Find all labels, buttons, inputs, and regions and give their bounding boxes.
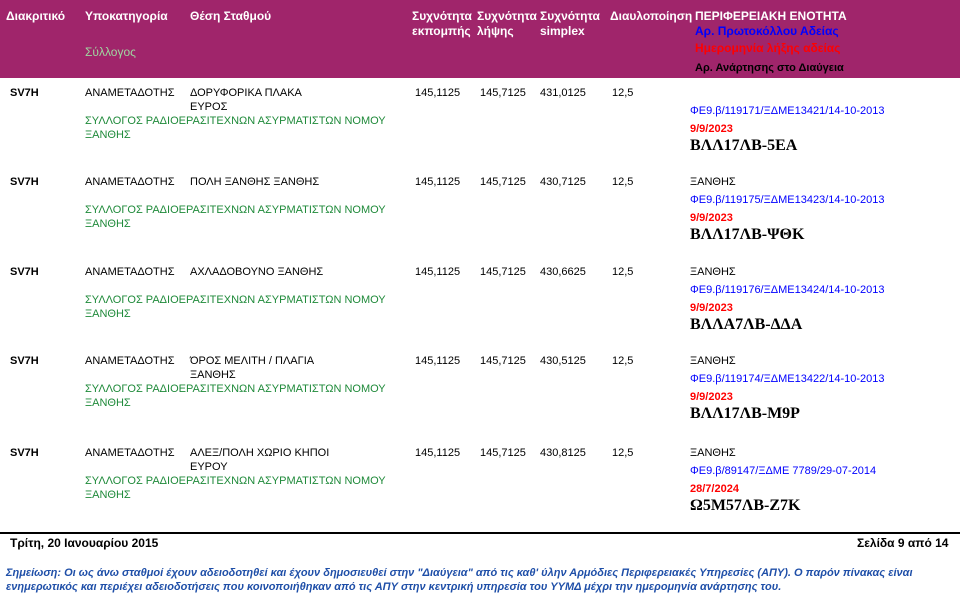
license-expiry: 9/9/2023 xyxy=(690,123,733,135)
simplex-frequency: 430,5125 xyxy=(540,355,586,367)
header-tx-frequency: Συχνότητα εκπομπής xyxy=(412,9,472,38)
footer-note: Σημείωση: Οι ως άνω σταθμοί έχουν αδειοδοτηθεί και έχουν δημοσιευθεί στην "Διαύγεια" από τις καθ' ύλην Αρμόδιες Περιφερειακές Υπηρεσίες (ΑΠΥ). Ο παρόν πίνακας είναι ενημερωτικός και περιέχει αδειοδοτήσεις που κοινοποιήθηκαν από τις ΑΠΥ στην κεντρική υπηρεσία του ΥΥΜΔ μέχρι την ημερομηνία ανάρτησης του. xyxy=(6,567,913,593)
station-position: ΠΟΛΗ ΞΑΝΘΗΣ ΞΑΝΘΗΣ xyxy=(190,176,320,188)
diavgeia-number: ΒΛΛ17ΛΒ-ΨΘΚ xyxy=(690,226,805,243)
rx-frequency: 145,7125 xyxy=(480,266,526,278)
regional-unit: ΞΑΝΘΗΣ xyxy=(690,355,736,367)
license-expiry: 9/9/2023 xyxy=(690,391,733,403)
station-record xyxy=(0,84,960,172)
rx-frequency: 145,7125 xyxy=(480,87,526,99)
header-callsign: Διακριτικό xyxy=(6,9,66,23)
club-name: ΣΥΛΛΟΓΟΣ ΡΑΔΙΟΕΡΑΣΙΤΕΧΝΩΝ ΑΣΥΡΜΑΤΙΣΤΩΝ ΝΟΜΟΥ ΞΑΝΘΗΣ xyxy=(85,204,386,230)
header-protocol-number: Αρ. Πρωτοκόλλου Αδείας xyxy=(695,24,839,38)
station-position: ΌΡΟΣ ΜΕΛΙΤΗ / ΠΛΑΓΙΑ ΞΑΝΘΗΣ xyxy=(190,355,314,381)
diavgeia-number: ΒΛΛ17ΛΒ-Μ9Ρ xyxy=(690,405,800,422)
club-name: ΣΥΛΛΟΓΟΣ ΡΑΔΙΟΕΡΑΣΙΤΕΧΝΩΝ ΑΣΥΡΜΑΤΙΣΤΩΝ ΝΟΜΟΥ ΞΑΝΘΗΣ xyxy=(85,383,386,409)
station-record xyxy=(0,444,960,532)
rx-frequency: 145,7125 xyxy=(480,447,526,459)
license-expiry: 9/9/2023 xyxy=(690,302,733,314)
simplex-frequency: 431,0125 xyxy=(540,87,586,99)
footer-divider xyxy=(0,532,960,534)
page-number: Σελίδα 9 από 14 xyxy=(857,536,949,550)
license-expiry: 28/7/2024 xyxy=(690,483,739,495)
callsign: SV7H xyxy=(10,266,39,278)
header-subcategory: Υποκατηγορία xyxy=(85,9,168,23)
diavgeia-number: ΒΛΛΑ7ΛΒ-ΔΔΑ xyxy=(690,316,803,333)
license-expiry: 9/9/2023 xyxy=(690,212,733,224)
station-position: ΔΟΡΥΦΟΡΙΚΑ ΠΛΑΚΑ ΕΥΡΟΣ xyxy=(190,87,302,113)
subcategory: ΑΝΑΜΕΤΑΔΟΤΗΣ xyxy=(85,176,175,188)
subcategory: ΑΝΑΜΕΤΑΔΟΤΗΣ xyxy=(85,447,175,459)
protocol-number: ΦΕ9.β/119171/ΞΔΜΕ13421/14-10-2013 xyxy=(690,105,885,117)
header-diavgeia-number: Αρ. Ανάρτησης στο Διαύγεια xyxy=(695,62,844,74)
header-rx-frequency: Συχνότητα λήψης xyxy=(477,9,537,38)
protocol-number: ΦΕ9.β/119176/ΞΔΜΕ13424/14-10-2013 xyxy=(690,284,885,296)
station-position: ΑΛΕΞ/ΠΟΛΗ ΧΩΡΙΟ ΚΗΠΟΙ ΕΥΡΟΥ xyxy=(190,447,330,473)
tx-frequency: 145,1125 xyxy=(415,176,461,188)
club-name: ΣΥΛΛΟΓΟΣ ΡΑΔΙΟΕΡΑΣΙΤΕΧΝΩΝ ΑΣΥΡΜΑΤΙΣΤΩΝ ΝΟΜΟΥ ΞΑΝΘΗΣ xyxy=(85,294,386,320)
diavgeia-number: Ω5Μ57ΛΒ-Ζ7Κ xyxy=(690,497,801,514)
callsign: SV7H xyxy=(10,87,39,99)
subcategory: ΑΝΑΜΕΤΑΔΟΤΗΣ xyxy=(85,87,175,99)
simplex-frequency: 430,8125 xyxy=(540,447,586,459)
regional-unit: ΞΑΝΘΗΣ xyxy=(690,176,736,188)
channelization: 12,5 xyxy=(612,355,634,367)
protocol-number: ΦΕ9.β/119175/ΞΔΜΕ13423/14-10-2013 xyxy=(690,194,885,206)
header-regional-unit: ΠΕΡΙΦΕΡΕΙΑΚΗ ΕΝΟΤΗΤΑ xyxy=(695,9,847,23)
station-position: ΑΧΛΑΔΟΒΟΥΝΟ ΞΑΝΘΗΣ xyxy=(190,266,324,278)
subcategory: ΑΝΑΜΕΤΑΔΟΤΗΣ xyxy=(85,266,175,278)
tx-frequency: 145,1125 xyxy=(415,87,461,99)
protocol-number: ΦΕ9.β/89147/ΞΔΜΕ 7789/29-07-2014 xyxy=(690,465,877,477)
callsign: SV7H xyxy=(10,447,39,459)
station-record xyxy=(0,352,960,440)
header-station-position: Θέση Σταθμού xyxy=(190,9,272,23)
regional-unit: ΞΑΝΘΗΣ xyxy=(690,447,736,459)
channelization: 12,5 xyxy=(612,266,634,278)
report-header xyxy=(0,0,960,78)
club-name: ΣΥΛΛΟΓΟΣ ΡΑΔΙΟΕΡΑΣΙΤΕΧΝΩΝ ΑΣΥΡΜΑΤΙΣΤΩΝ ΝΟΜΟΥ ΞΑΝΘΗΣ xyxy=(85,115,386,141)
tx-frequency: 145,1125 xyxy=(415,355,461,367)
header-license-expiry: Ημερομηνία λήξης αδείας xyxy=(695,41,841,55)
channelization: 12,5 xyxy=(612,87,634,99)
diavgeia-number: ΒΛΛ17ΛΒ-5ΕΑ xyxy=(690,137,798,154)
channelization: 12,5 xyxy=(612,447,634,459)
header-club: Σύλλογος xyxy=(85,45,136,59)
header-simplex-frequency: Συχνότητα simplex xyxy=(540,9,600,38)
callsign: SV7H xyxy=(10,355,39,367)
rx-frequency: 145,7125 xyxy=(480,355,526,367)
station-record xyxy=(0,263,960,351)
subcategory: ΑΝΑΜΕΤΑΔΟΤΗΣ xyxy=(85,355,175,367)
simplex-frequency: 430,7125 xyxy=(540,176,586,188)
report-date: Τρίτη, 20 Ιανουαρίου 2015 xyxy=(10,536,159,550)
rx-frequency: 145,7125 xyxy=(480,176,526,188)
station-record xyxy=(0,173,960,261)
callsign: SV7H xyxy=(10,176,39,188)
club-name: ΣΥΛΛΟΓΟΣ ΡΑΔΙΟΕΡΑΣΙΤΕΧΝΩΝ ΑΣΥΡΜΑΤΙΣΤΩΝ ΝΟΜΟΥ ΞΑΝΘΗΣ xyxy=(85,475,386,501)
header-channelization: Διαυλοποίηση xyxy=(610,9,693,23)
regional-unit: ΞΑΝΘΗΣ xyxy=(690,266,736,278)
protocol-number: ΦΕ9.β/119174/ΞΔΜΕ13422/14-10-2013 xyxy=(690,373,885,385)
tx-frequency: 145,1125 xyxy=(415,447,461,459)
simplex-frequency: 430,6625 xyxy=(540,266,586,278)
tx-frequency: 145,1125 xyxy=(415,266,461,278)
channelization: 12,5 xyxy=(612,176,634,188)
